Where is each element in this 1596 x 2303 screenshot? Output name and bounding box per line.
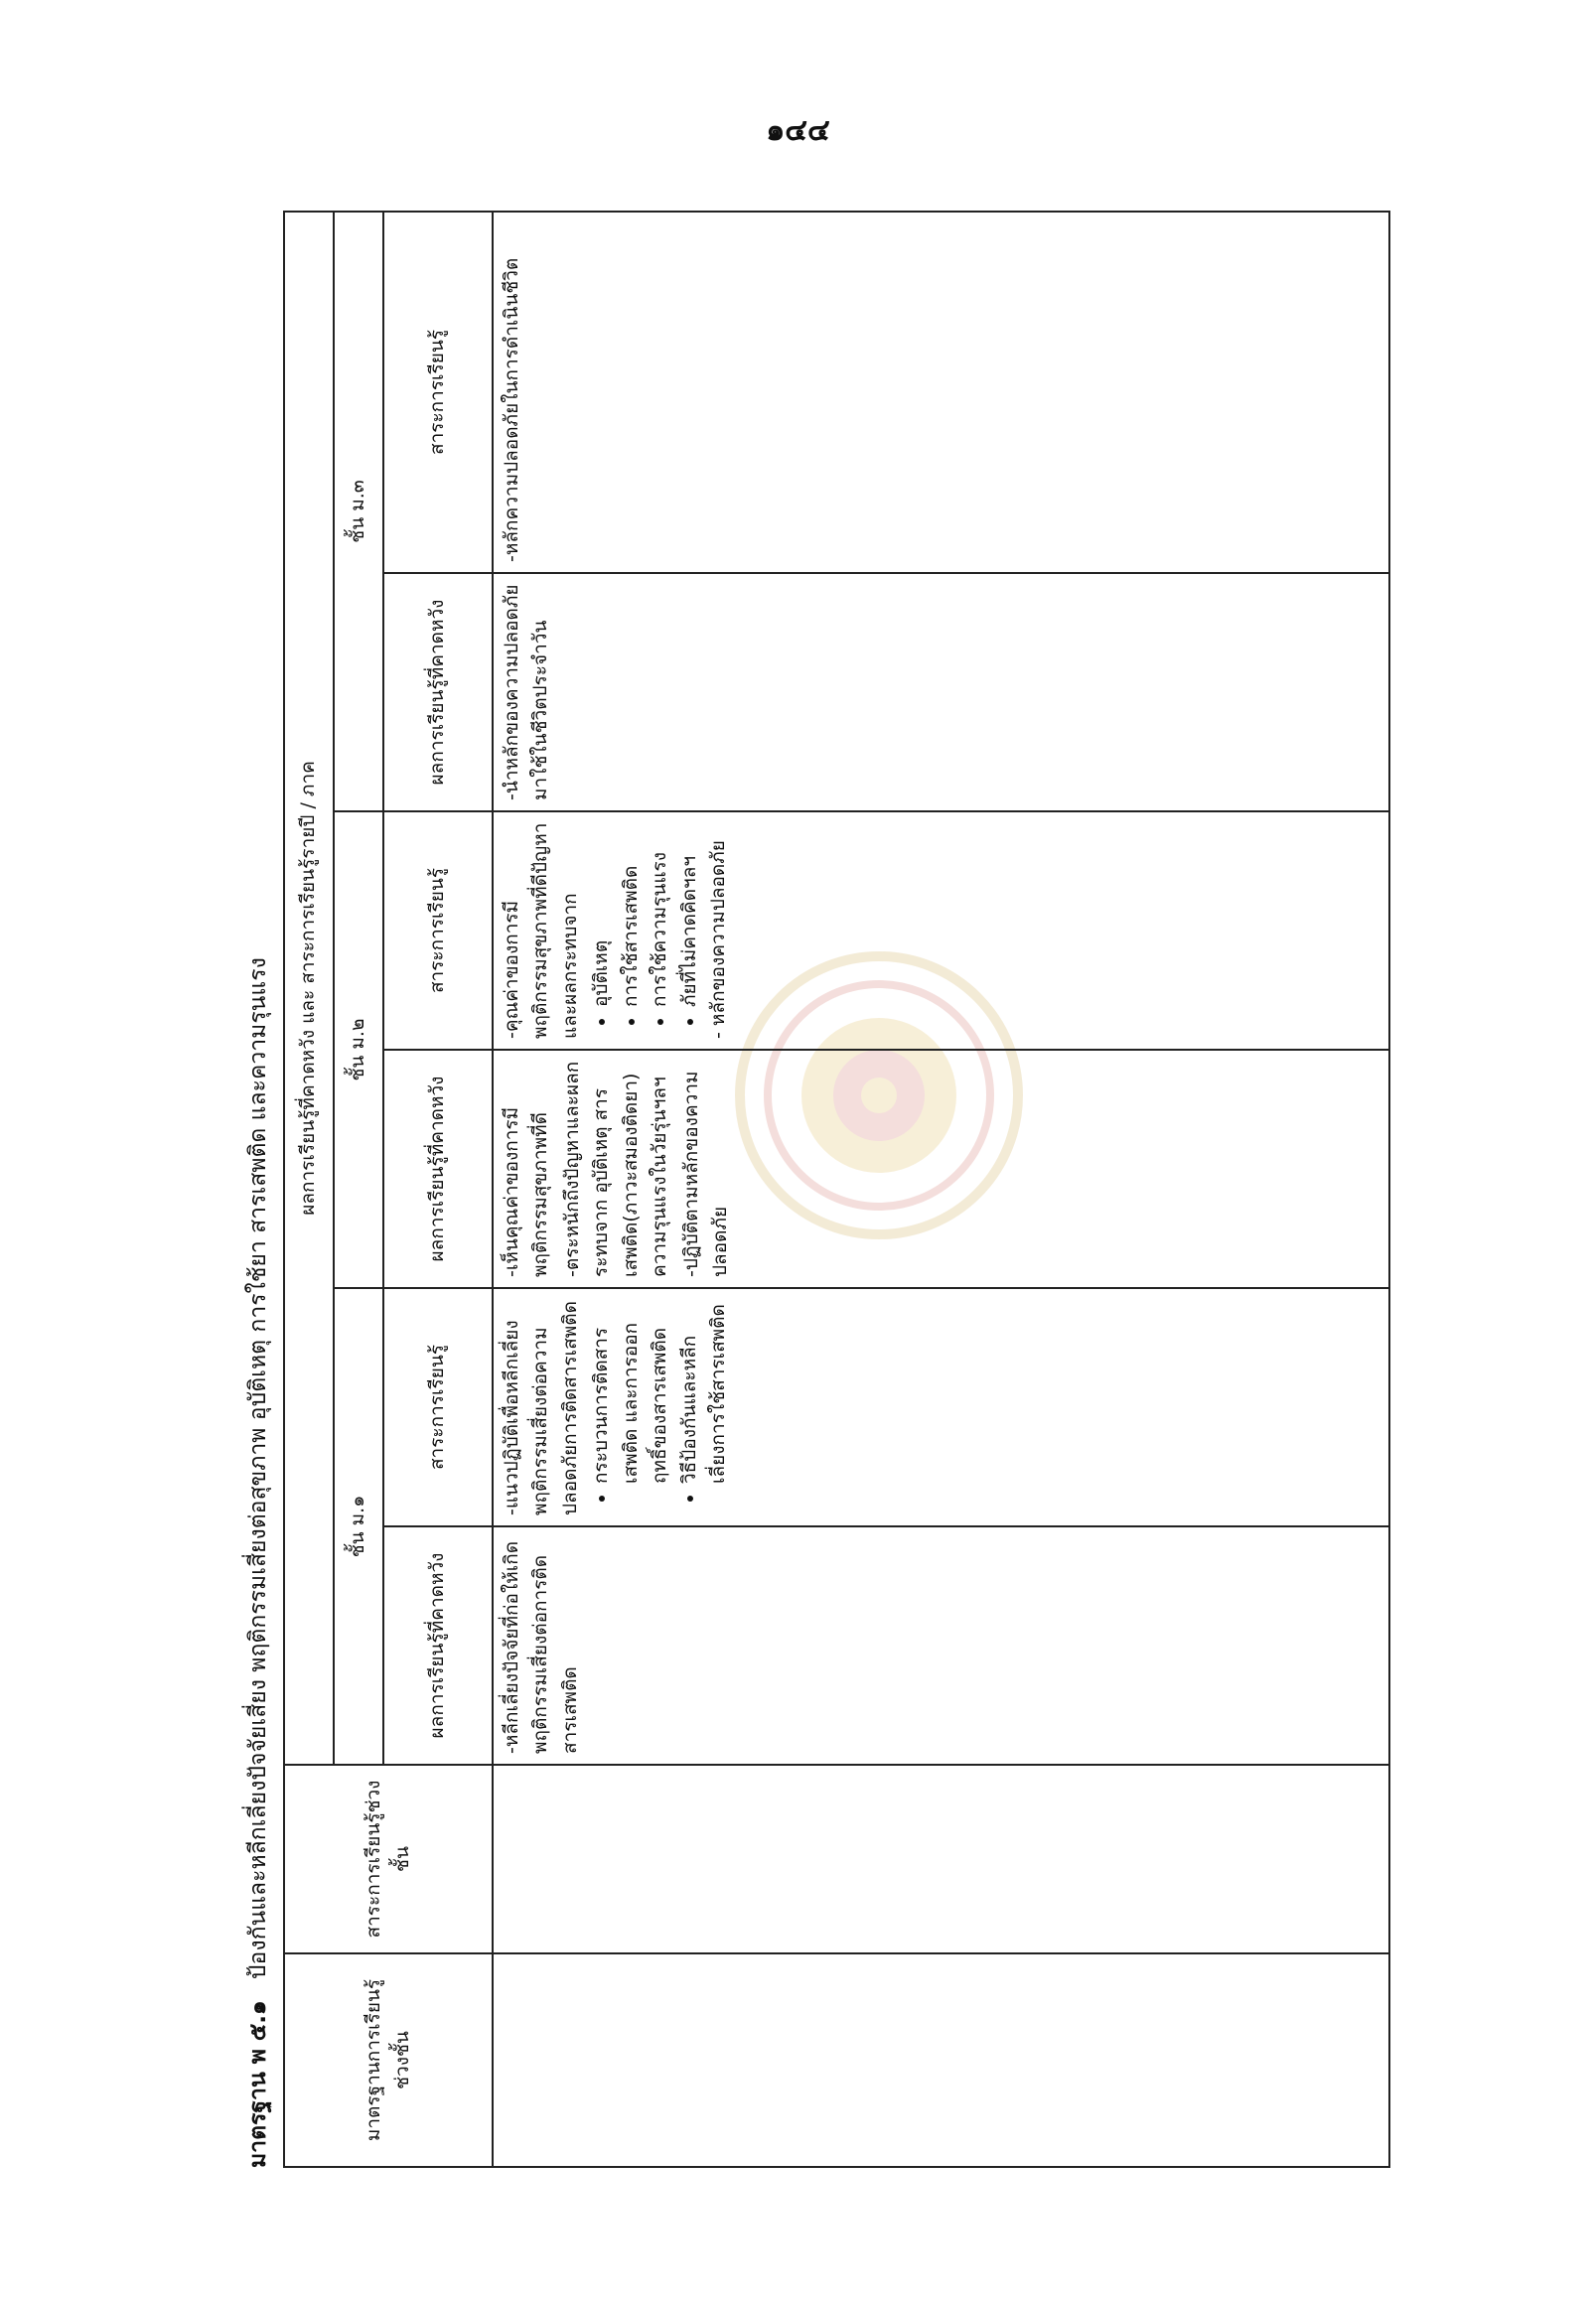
list-item: • การใช้ความรุนแรง bbox=[646, 822, 674, 1007]
cell-standard bbox=[493, 1953, 1389, 2167]
standard-description: ป้องกันและหลีกเลี่ยงปัจจัยเสี่ยง พฤติกรรมเสี่ยงต่อสุขภาพ อุบัติเหตุ การใช้ยา สารเสพติด และความรุนแรง bbox=[245, 957, 271, 1980]
rotated-page-content bbox=[238, 213, 1390, 2168]
subheader-outcome-m3: ผลการเรียนรู้ที่คาดหวัง bbox=[383, 573, 493, 811]
m2-outcome-1: -เห็นคุณค่าของการมีพฤติกรรมสุขภาพที่ดี bbox=[501, 1106, 552, 1277]
list-item: • การใช้สารเสพติด bbox=[617, 822, 646, 1007]
m3-content: -หลักความปลอดภัยในการดำเนินชีวิต bbox=[501, 257, 522, 562]
header-standard: มาตรฐานการเรียนรู้ช่วงชั้น bbox=[284, 1953, 493, 2167]
m2-outcome-3: -ปฏิบัติตามหลักของความปลอดภัย bbox=[679, 1071, 732, 1277]
m2-content-intro: -คุณค่าของการมีพฤติกรรมสุขภาพที่ดีปัญหาและผลกระทบจาก bbox=[501, 822, 581, 1039]
m1-content-list bbox=[587, 1299, 733, 1515]
header-content-range: สาระการเรียนรู้ช่วงชั้น bbox=[284, 1765, 493, 1953]
m3-outcome: -นำหลักของความปลอดภัยมาใช้ในชีวิตประจำวัน bbox=[501, 584, 552, 800]
subheader-outcome-m1: ผลการเรียนรู้ที่คาดหวัง bbox=[383, 1526, 493, 1765]
cell-outcome-m1 bbox=[493, 1526, 1389, 1765]
header-grade-m2: ชั้น ม.๒ bbox=[334, 811, 383, 1288]
subheader-content-m2: สาระการเรียนรู้ bbox=[383, 811, 493, 1050]
list-item: • อุบัติเหตุ bbox=[587, 822, 616, 1007]
curriculum-table bbox=[283, 211, 1390, 2168]
list-item: • กระบวนการติดสารเสพติด และการออกฤทธิ์ของสารเสพติด bbox=[587, 1299, 674, 1484]
cell-content-m2 bbox=[493, 811, 1389, 1050]
header-outcomes-group: ผลการเรียนรู้ที่คาดหวัง และ สาระการเรียนรู้รายปี / ภาค bbox=[284, 212, 334, 1765]
cell-content-range bbox=[493, 1765, 1389, 1953]
header-grade-m1: ชั้น ม.๑ bbox=[334, 1288, 383, 1765]
list-item: • วิธีป้องกันและหลีกเลี่ยงการใช้สารเสพติด bbox=[675, 1299, 734, 1484]
m2-outcome-2: -ตระหนักถึงปัญหาและผลกระทบจาก อุบัติเหตุ สารเสพติด(ภาวะสมองติดยา) ความรุนแรงในวัยรุ่นฯลฯ bbox=[560, 1061, 671, 1277]
table-row bbox=[493, 212, 1389, 2167]
header-grade-m3: ชั้น ม.๓ bbox=[334, 212, 383, 811]
m2-content-outro: - หลักของความปลอดภัย bbox=[707, 840, 730, 1039]
subheader-content-m1: สาระการเรียนรู้ bbox=[383, 1288, 493, 1526]
page-number: ๑๔๔ bbox=[766, 113, 830, 148]
cell-outcome-m2 bbox=[493, 1050, 1389, 1288]
list-item: • ภัยที่ไม่คาดคิดฯลฯ bbox=[675, 822, 704, 1007]
subheader-content-m3: สาระการเรียนรู้ bbox=[383, 212, 493, 573]
m2-content-list bbox=[587, 822, 704, 1039]
standard-code: มาตรฐาน พ ๕.๑ bbox=[245, 2000, 271, 2168]
subheader-outcome-m2: ผลการเรียนรู้ที่คาดหวัง bbox=[383, 1050, 493, 1288]
m1-content-intro: -แนวปฏิบัติเพื่อหลีกเลี่ยงพฤติกรรมเสี่ยงต่อความปลอดภัยการติดสารเสพติด bbox=[501, 1301, 581, 1515]
cell-content-m3 bbox=[493, 212, 1389, 573]
cell-outcome-m3 bbox=[493, 573, 1389, 811]
cell-content-m1 bbox=[493, 1288, 1389, 1526]
m1-outcome: -หลีกเลี่ยงปัจจัยที่ก่อให้เกิดพฤติกรรมเสี่ยงต่อการติดสารเสพติด bbox=[501, 1540, 581, 1754]
document-title bbox=[238, 213, 278, 2168]
